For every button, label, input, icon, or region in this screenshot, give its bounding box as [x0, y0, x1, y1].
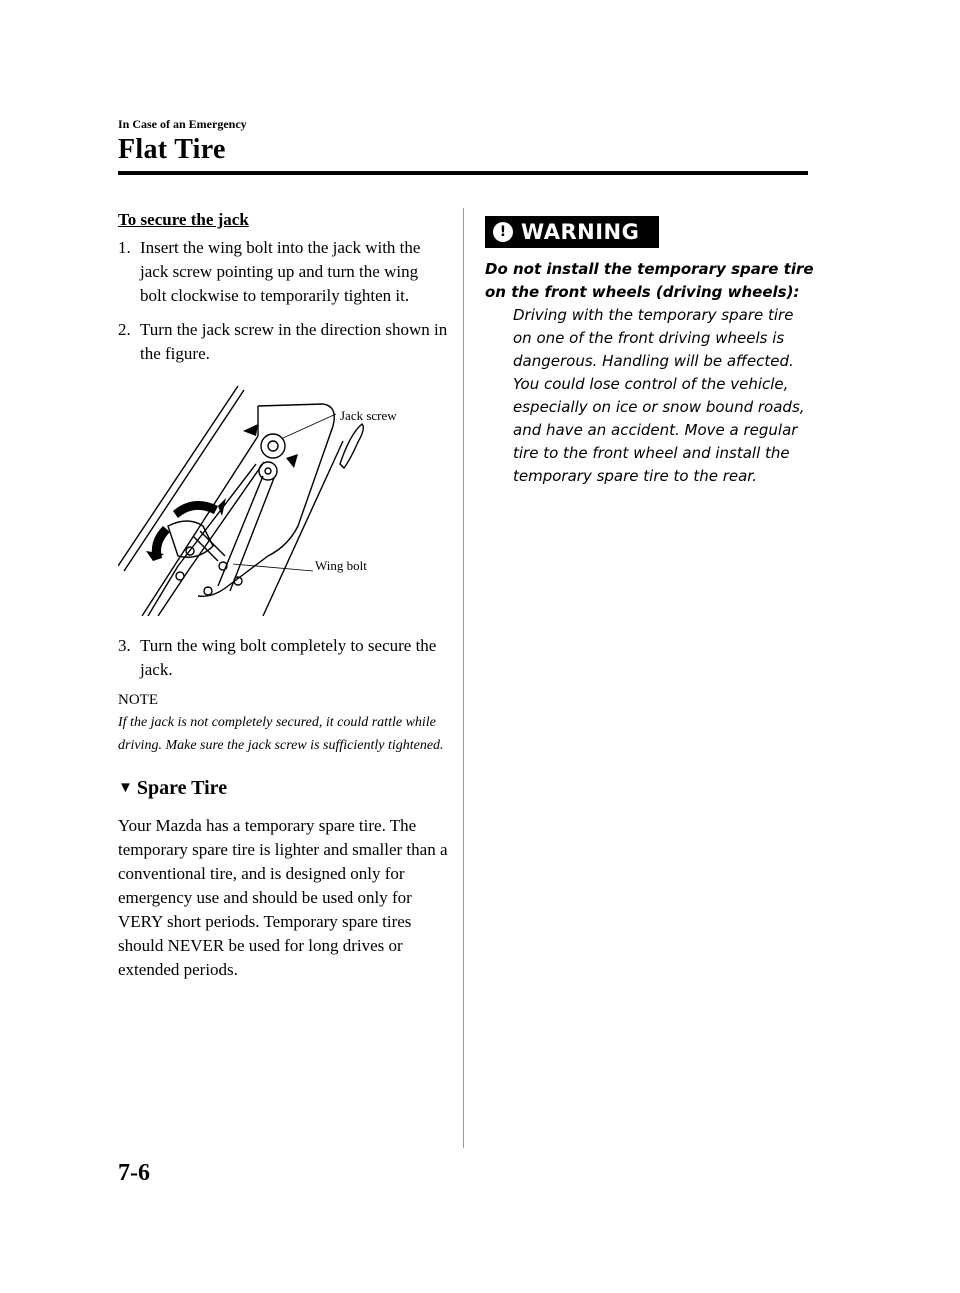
label-wing-bolt: Wing bolt	[315, 558, 367, 573]
spare-tire-text: Your Mazda has a temporary spare tire. The temporary spare tire is lighter and smaller than a conventional tire, and is designed only for emergency use and should be used only for VERY short periods. Temporary spare tires should NEVER be used for long drives or extended periods.	[118, 816, 448, 979]
spare-tire-heading	[118, 777, 448, 800]
warning-body: Driving with the temporary spare tire on one of the front driving wheels is dangerous. Handling will be affected. You could lose control of the vehicle, especially on ice or snow bound roads, and have an accident. Move a regular tire to the front wheel and install the temporary spare tire to the rear.	[513, 306, 805, 485]
step-text: Insert the wing bolt into the jack with the jack screw pointing up and turn the wing bolt clockwise to temporarily tighten it.	[140, 238, 421, 305]
page-title: Flat Tire	[118, 134, 226, 165]
step-3	[118, 634, 448, 682]
jack-figure	[118, 376, 418, 616]
step-number: 2.	[118, 320, 131, 339]
column-divider	[463, 208, 464, 1148]
step-text: Turn the jack screw in the direction shown in the figure.	[140, 320, 448, 363]
step-number: 3.	[118, 636, 131, 655]
label-jack-screw: Jack screw	[340, 408, 397, 423]
step-number: 1.	[118, 238, 131, 257]
warning-badge	[485, 216, 659, 248]
subheading-secure-jack: To secure the jack	[118, 210, 249, 229]
page-number: 7-6	[118, 1160, 150, 1186]
step-text: Turn the wing bolt completely to secure the jack.	[140, 636, 437, 679]
step-1	[118, 236, 448, 308]
warning-heading: Do not install the temporary spare tire on the front wheels (driving wheels):	[485, 260, 814, 301]
warning-label: WARNING	[521, 220, 640, 244]
step-2	[118, 318, 448, 366]
spare-tire-heading-text: Spare Tire	[136, 777, 228, 799]
down-triangle-icon: ▼	[118, 780, 133, 796]
exclamation-icon: !	[493, 222, 513, 242]
left-column	[118, 210, 448, 982]
right-column	[485, 216, 815, 488]
section-label: In Case of an Emergency	[118, 117, 247, 131]
note-title: NOTE	[118, 692, 158, 708]
note-body: If the jack is not completely secured, it could rattle while driving. Make sure the jack screw is sufficiently tightened.	[118, 715, 444, 753]
title-rule	[118, 171, 808, 175]
